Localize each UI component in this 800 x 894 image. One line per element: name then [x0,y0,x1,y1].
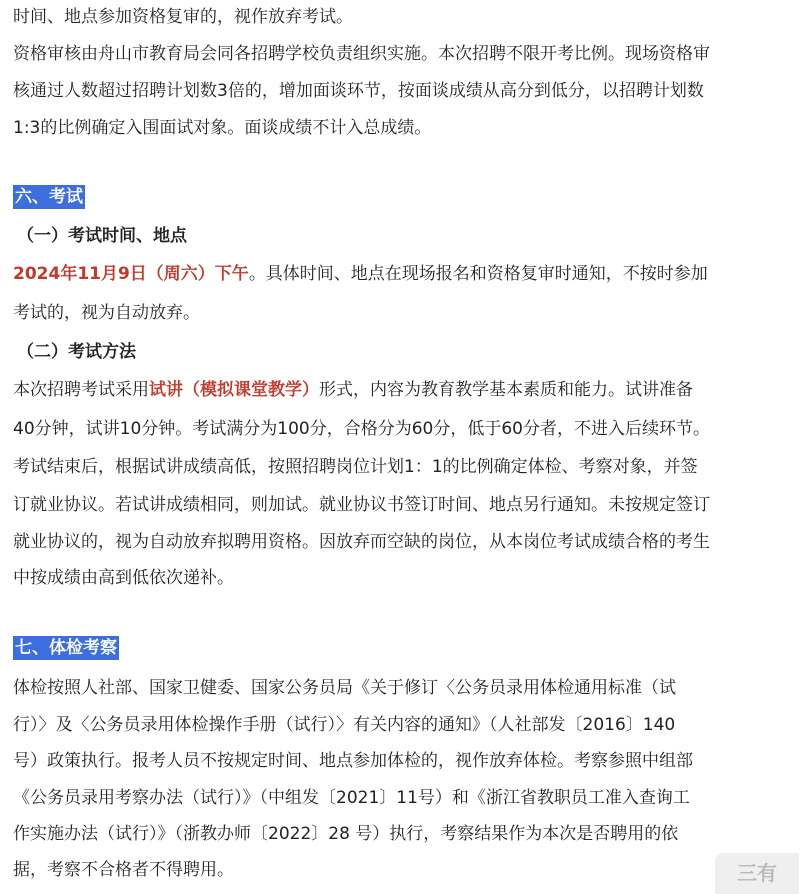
exam-date-highlight: 2024年11月9日（周六）下午 [13,264,249,284]
text-line: 行）〉及〈公务员录用体检操作手册（试行）〉有关内容的通知》（人社部发〔2016〕140 [13,715,676,735]
text-span: 本次招聘考试采用 [13,380,149,400]
text-line: 核通过人数超过招聘计划数3倍的，增加面谈环节，按面谈成绩从高分到低分，以招聘计划数 [13,81,704,101]
subheading-exam-method [13,340,791,364]
text-line: 中按成绩由高到低依次递补。 [13,568,234,588]
text-line [13,378,791,402]
text-line: 1:3的比例确定入围面试对象。面谈成绩不计入总成绩。 [13,118,432,138]
text-line: 就业协议的，视为自动放弃拟聘用资格。因放弃而空缺的岗位，从本岗位考试成绩合格的考生 [13,532,710,552]
text-line: 据，考察不合格者不得聘用。 [13,860,234,880]
section-title: 六、考试 [15,187,83,207]
subheading-exam-time [13,224,791,248]
text-line: 时间、地点参加资格复审的，视作放弃考试。 [13,7,353,27]
text-line: 资格审核由舟山市教育局会同各招聘学校负责组织实施。本次招聘不限开考比例。现场资格审 [13,44,710,64]
text-line: 订就业协议。若试讲成绩相同，则加试。就业协议书签订时间、地点另行通知。未按规定签订 [13,495,710,515]
floating-watermark-button[interactable]: 三有 [715,853,799,894]
text-span: 形式，内容为教育教学基本素质和能力。试讲准备 [319,380,693,400]
text-line: 考试的，视为自动放弃。 [13,303,200,323]
text-line: 体检按照人社部、国家卫健委、国家公务员局《关于修订〈公务员录用体检通用标准（试 [13,678,676,698]
text-line: 40分钟，试讲10分钟。考试满分为100分，合格分为60分，低于60分者，不进入后续环节。 [13,419,710,439]
section-title: 七、体检考察 [15,638,117,658]
subheading-text: （二）考试方法 [17,342,136,362]
text-line: 《公务员录用考察办法（试行）》（中组发〔2021〕11号）和《浙江省教职员工准入查询工 [13,788,690,808]
text-line [13,262,791,286]
section-heading-exam [13,185,791,209]
text-line: 考试结束后，根据试讲成绩高低，按照招聘岗位计划1：1的比例确定体检、考察对象，并签 [13,457,698,477]
subheading-text: （一）考试时间、地点 [17,226,187,246]
section-heading-physical [13,636,791,660]
text-span: 。具体时间、地点在现场报名和资格复审时通知，不按时参加 [248,264,708,284]
text-line: 作实施办法（试行）》（浙教办师〔2022〕28 号）执行，考察结果作为本次是否聘用的依 [13,824,679,844]
text-line: 号）政策执行。报考人员不按规定时间、地点参加体检的，视作放弃体检。考察参照中组部 [13,751,693,771]
exam-method-highlight: 试讲（模拟课堂教学） [149,380,319,400]
